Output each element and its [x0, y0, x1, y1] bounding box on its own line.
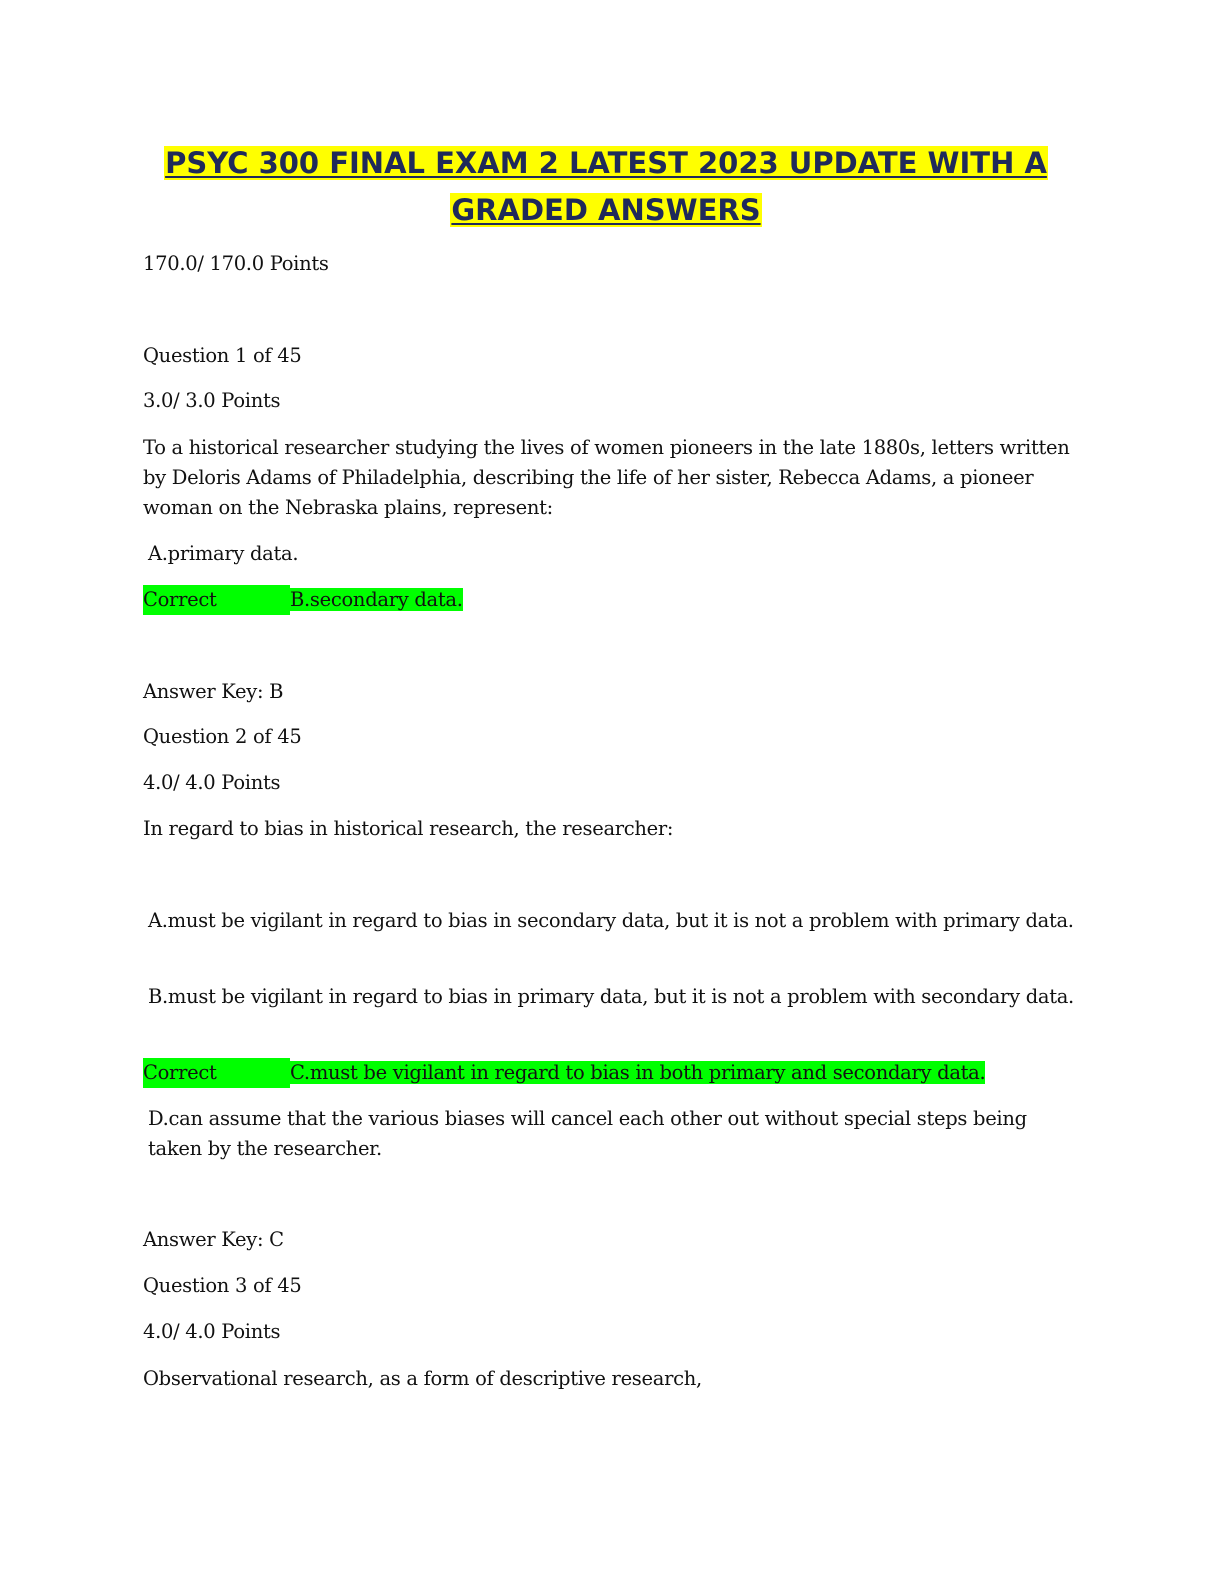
title-line-1: PSYC 300 FINAL EXAM 2 LATEST 2023 UPDATE WITH A [165, 146, 1047, 180]
question-points: 4.0/ 4.0 Points [143, 771, 281, 794]
correct-option-row [143, 1058, 1073, 1088]
title-line-2: GRADED ANSWERS [451, 193, 761, 227]
option-a: A.must be vigilant in regard to bias in secondary data, but it is not a problem with primary data. [148, 909, 1074, 932]
answer-key: Answer Key: C [143, 1228, 284, 1251]
answer-key: Answer Key: B [143, 680, 284, 703]
option-c-correct: C.must be vigilant in regard to bias in both primary and secondary data. [290, 1061, 986, 1084]
option-b-correct: B.secondary data. [290, 588, 463, 611]
correct-option-row [143, 585, 1073, 615]
question-points: 3.0/ 3.0 Points [143, 389, 281, 412]
question-points: 4.0/ 4.0 Points [143, 1320, 281, 1343]
correct-label: Correct [143, 585, 290, 615]
question-text: Observational research, as a form of descriptive research, [143, 1367, 702, 1390]
document-title [143, 140, 1069, 234]
question-text: In regard to bias in historical research, the researcher: [143, 817, 674, 840]
option-d: D.can assume that the various biases will cancel each other out without special steps being taken by the researcher. [148, 1107, 1027, 1160]
option-a: A.primary data. [148, 542, 299, 565]
question-number: Question 1 of 45 [143, 344, 302, 367]
option-b: B.must be vigilant in regard to bias in primary data, but it is not a problem with secondary data. [148, 985, 1074, 1008]
question-number: Question 3 of 45 [143, 1274, 302, 1297]
question-text: To a historical researcher studying the lives of women pioneers in the late 1880s, letters written by Deloris Adams of Philadelphia, describing the life of her sister, Rebecca Adams, a pioneer woman on the Nebraska plains, represent: [143, 436, 1070, 519]
total-points: 170.0/ 170.0 Points [143, 252, 329, 275]
correct-label: Correct [143, 1058, 290, 1088]
question-number: Question 2 of 45 [143, 725, 302, 748]
